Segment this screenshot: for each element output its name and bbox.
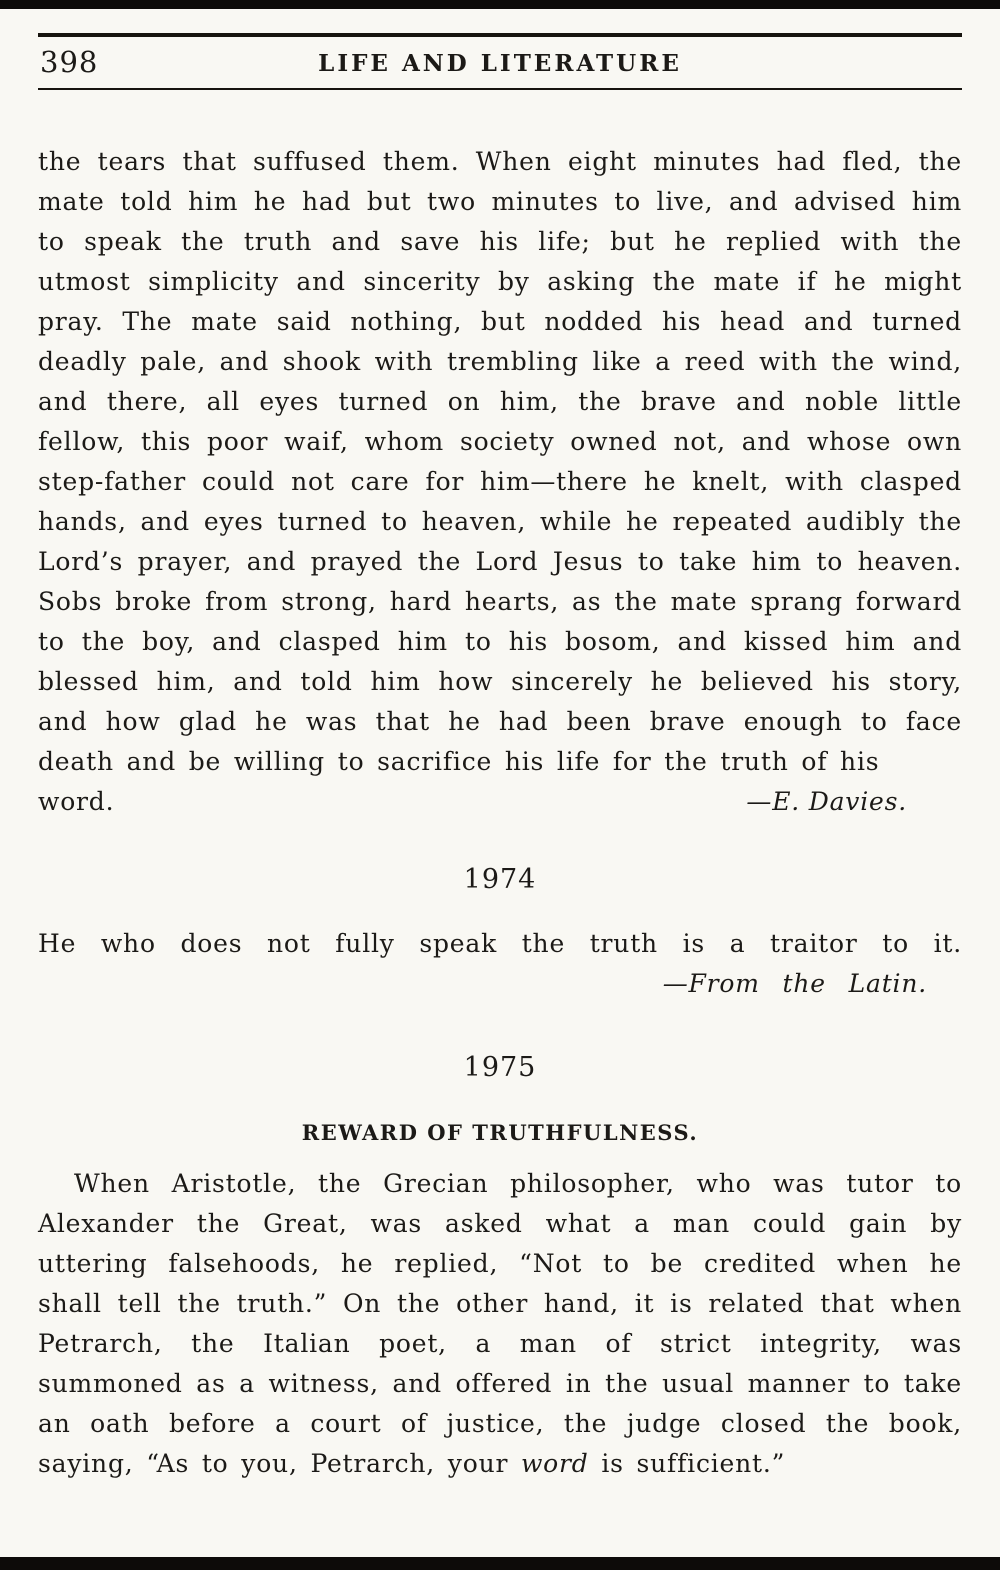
entry-number-1974: 1974 — [463, 864, 537, 895]
entry-number-1975: 1975 — [463, 1052, 537, 1083]
page-bottom-edge — [0, 1557, 1000, 1570]
page-top-edge — [0, 0, 1000, 9]
story-paragraph: the tears that suffused them. When eight minutes had fled, the mate told him he had but two minutes to live, and advised him to speak the truth and save his life; but he replied with the utmost simplicity and sincerity by asking the mate if he might pray. The mate said nothing, but nodded his head and turned deadly pale, and shook with trembling like a reed with the wind, and there, all eyes turned on him, the brave and noble little fellow, this poor waif, whom society owned not, and whose own step-father could not care for him—there he knelt, with clasped hands, and eyes turned to heaven, while he repeated audibly the Lord’s prayer, and prayed the Lord Jesus to take him to heaven. Sobs broke from strong, hard hearts, as the mate sprang forward to the boy, and clasped him to his bosom, and kissed him and blessed him, and told him how sincerely he believed his story, and how glad he was that he had been brave enough to face death and be willing to sacrifice his life for the truth of his — [38, 147, 962, 776]
running-title: LIFE AND LITERATURE — [318, 50, 682, 77]
entry-1975-italic-word: word — [520, 1449, 589, 1478]
quote-1974-text: He who does not fully speak the truth is a traitor to it. — [38, 929, 962, 958]
entry-1975-heading: REWARD OF TRUTHFULNESS. — [301, 1120, 699, 1145]
entry-1975-text-part1: When Aristotle, the Grecian philosopher, who was tutor to Alexander the Great, was asked what a man could gain by uttering falsehoods, he replied, “Not to be credited when he shall tell the truth.” On the other hand, it is related that when Petrarch, the Italian poet, a man of strict integrity, was summoned as a witness, and offered in the usual manner to take an oath before a court of justice, the judge closed the book, saying, “As to you, Petrarch, your — [38, 1169, 962, 1478]
story-attribution: —E. Davies. — [746, 787, 907, 816]
page-number: 398 — [40, 45, 99, 79]
page-content — [0, 142, 1000, 1484]
entry-1975-paragraph — [38, 1164, 962, 1484]
entry-1975-text-part2: is sufficient.” — [588, 1449, 786, 1478]
quote-1974-attribution: —From the Latin. — [662, 969, 927, 998]
story-last-line — [38, 782, 962, 822]
page-header — [38, 33, 962, 90]
story-last-word: word. — [38, 787, 115, 816]
